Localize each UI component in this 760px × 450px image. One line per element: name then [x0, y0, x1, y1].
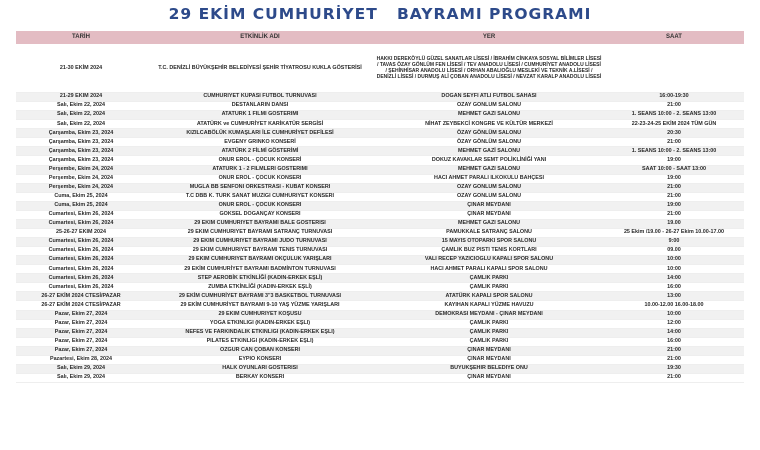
table-row [16, 129, 744, 138]
cell-tarih: Cumartesi, Ekim 26, 2024 [16, 219, 146, 228]
table-row [16, 265, 744, 274]
table-header [16, 31, 744, 44]
table-row [16, 93, 744, 102]
header-tarih: TARİH [16, 31, 146, 44]
cell-saat: 19.00 [604, 219, 744, 228]
cell-tarih: Cumartesi, Ekim 26, 2024 [16, 256, 146, 265]
cell-tarih: Pazar, Ekim 27, 2024 [16, 319, 146, 328]
table-row [16, 165, 744, 174]
cell-etkinlik: ONUR EROL - ÇOCUK KONSERİ [146, 156, 374, 165]
cell-etkinlik: BERKAY KONSERİ [146, 373, 374, 382]
table-row [16, 219, 744, 228]
cell-etkinlik: ATATÜRK 2 FİLMİ GÖSTERİMİ [146, 147, 374, 156]
table-row [16, 120, 744, 129]
cell-yer: ÖZAY GÖNLÜM SALONU [374, 129, 604, 138]
cell-yer: MEHMET GAZİ SALONU [374, 111, 604, 120]
table-row [16, 44, 744, 93]
cell-yer: VALİ RECEP YAZICIOĞLU KAPALI SPOR SALONU [374, 256, 604, 265]
cell-saat: 10:00 [604, 310, 744, 319]
cell-yer: ÖZAY GÖNLÜM SALONU [374, 192, 604, 201]
table-row [16, 102, 744, 111]
cell-yer: MEHMET GAZİ SALONU [374, 165, 604, 174]
cell-yer: ÇAMLIK PARKI [374, 283, 604, 292]
cell-yer: ÇINAR MEYDANI [374, 201, 604, 210]
cell-yer: ÇAMLIK PARKI [374, 328, 604, 337]
cell-yer: HAKKI DEREKÖYLÜ GÜZEL SANATLAR LİSESİ / İBRAHİM CİNKAYA SOSYAL BİLİMLER LİSESİ / TAVAS ÖZAY GÖNLÜM FEN LİSESİ / TEV ANADOLU LİSESİ / CUMHURİYET ANADOLU LİSESİ / ŞEHİNHİSAR ANADOLU LİSESİ / ORHAN ABALIOĞLU MESLEKİ VE TEKNİK A.LİSESİ / DENİZLİ LİSESİ / DURMUŞ ALİ ÇOBAN ANADOLU LİSESİ / NEVZAT KARALP ANADOLU LİSESİ [374, 44, 604, 93]
cell-tarih: Salı, Ekim 22, 2024 [16, 102, 146, 111]
cell-yer: ÇAMLIK PARKI [374, 337, 604, 346]
cell-etkinlik: 29 EKİM CUMHURİYET BAYRAMI 9-10 YAŞ YÜZME YARIŞLARI [146, 301, 374, 310]
cell-saat: 19:00 [604, 201, 744, 210]
cell-yer: DOĞAN SEYFİ ATLI FUTBOL SAHASI [374, 93, 604, 102]
cell-etkinlik: 29 EKİM CUMHURİYET KOŞUSU [146, 310, 374, 319]
cell-tarih: 26-27 EKİM 2024 CTESİ/PAZAR [16, 301, 146, 310]
table-row [16, 201, 744, 210]
cell-yer: 15 MAYIS OTOPARKI SPOR SALONU [374, 238, 604, 247]
table-row [16, 156, 744, 165]
cell-etkinlik: 29 EKİM CUMHURİYET BAYRAMI BALE GÖSTERİSİ [146, 219, 374, 228]
cell-yer: DEMOKRASİ MEYDANI - ÇINAR MEYDANI [374, 310, 604, 319]
cell-yer: HACI AHMET PARALI İLKOKULU BAHÇESİ [374, 174, 604, 183]
cell-etkinlik: 29 EKİM CUMHURİYET BAYRAMI OKÇULUK YARIŞLARI [146, 256, 374, 265]
cell-tarih: Cumartesi, Ekim 26, 2024 [16, 238, 146, 247]
cell-saat: 21:00 [604, 355, 744, 364]
cell-saat: SAAT 10:00 - SAAT 13:00 [604, 165, 744, 174]
cell-tarih: 21-29 EKİM 2024 [16, 93, 146, 102]
cell-etkinlik: 29 EKİM CUMHURİYET BAYRAMI TENİS TURNUVASI [146, 247, 374, 256]
cell-yer: MEHMET GAZİ SALONU [374, 219, 604, 228]
cell-tarih: 26-27 EKİM 2024 CTESİ/PAZAR [16, 292, 146, 301]
cell-etkinlik: NEFES VE FARKINDALIK ETKİNLİĞİ (KADIN-ERKEK EŞLİ) [146, 328, 374, 337]
cell-tarih: Pazartesi, Ekim 28, 2024 [16, 355, 146, 364]
cell-yer: DOKUZ KAVAKLAR SEMT POLİKLİNİĞİ YANI [374, 156, 604, 165]
table-row [16, 111, 744, 120]
table-row [16, 247, 744, 256]
cell-yer: ÇAMLIK BUZ PİSTİ TENİS KORTLARI [374, 247, 604, 256]
cell-saat: 16:00 [604, 283, 744, 292]
cell-yer: ÇINAR MEYDANI [374, 373, 604, 382]
cell-etkinlik: 29 EKİM CUMHURİYET BAYRAMI JUDO TURNUVASI [146, 238, 374, 247]
cell-tarih: Pazar, Ekim 27, 2024 [16, 328, 146, 337]
header-etkinlik: ETKİNLİK ADI [146, 31, 374, 44]
cell-tarih: Cuma, Ekim 25, 2024 [16, 201, 146, 210]
cell-saat: 19:00 [604, 174, 744, 183]
cell-tarih: Pazar, Ekim 27, 2024 [16, 337, 146, 346]
cell-tarih: 21-30 EKİM 2024 [16, 44, 146, 93]
cell-etkinlik: ZUMBA ETKİNLİĞİ (KADIN-ERKEK EŞLİ) [146, 283, 374, 292]
cell-saat: 20:30 [604, 129, 744, 138]
cell-etkinlik: MUĞLA BB SENFONİ ORKESTRASI - KUBAT KONSERİ [146, 183, 374, 192]
cell-etkinlik: ATATÜRK 1 - 2 FİLMLERİ GÖSTERİMİ [146, 165, 374, 174]
cell-saat: 14:00 [604, 274, 744, 283]
cell-etkinlik: 29 EKİM CUMHURİYET BAYRAMI BADMİNTON TURNUVASI [146, 265, 374, 274]
cell-tarih: Perşembe, Ekim 24, 2024 [16, 165, 146, 174]
cell-tarih: Pazar, Ekim 27, 2024 [16, 346, 146, 355]
cell-tarih: Cumartesi, Ekim 26, 2024 [16, 283, 146, 292]
cell-saat: 21:00 [604, 192, 744, 201]
table-row [16, 337, 744, 346]
table-row [16, 355, 744, 364]
cell-yer: MEHMET GAZİ SALONU [374, 147, 604, 156]
cell-etkinlik: PİLATES ETKİNLİĞİ (KADIN-ERKEK EŞLİ) [146, 337, 374, 346]
cell-etkinlik: EYPİO KONSERİ [146, 355, 374, 364]
cell-tarih: Çarşamba, Ekim 23, 2024 [16, 156, 146, 165]
cell-yer: ÇINAR MEYDANI [374, 355, 604, 364]
cell-tarih: Cumartesi, Ekim 26, 2024 [16, 247, 146, 256]
table-row [16, 364, 744, 373]
table-row [16, 210, 744, 219]
cell-saat: 21:00 [604, 373, 744, 382]
cell-etkinlik: ATATÜRK 1 FİLMİ GÖSTERİMİ [146, 111, 374, 120]
cell-etkinlik: DESTANLARIN DANSI [146, 102, 374, 111]
cell-tarih: Salı, Ekim 29, 2024 [16, 364, 146, 373]
cell-tarih: Cumartesi, Ekim 26, 2024 [16, 274, 146, 283]
cell-tarih: Cumartesi, Ekim 26, 2024 [16, 265, 146, 274]
table-row [16, 301, 744, 310]
table-row [16, 310, 744, 319]
table-row [16, 256, 744, 265]
table-row [16, 147, 744, 156]
cell-saat: 21:00 [604, 210, 744, 219]
cell-tarih: Çarşamba, Ekim 23, 2024 [16, 147, 146, 156]
cell-etkinlik: KIZILCABÖLÜK KUMAŞLARI İLE CUMHURİYET DEFİLESİ [146, 129, 374, 138]
cell-saat: 19:30 [604, 364, 744, 373]
cell-saat: 1. SEANS 10:00 - 2. SEANS 13:00 [604, 147, 744, 156]
cell-tarih: Perşembe, Ekim 24, 2024 [16, 183, 146, 192]
cell-etkinlik: YOGA ETKİNLİĞİ (KADIN-ERKEK EŞLİ) [146, 319, 374, 328]
table-row [16, 319, 744, 328]
cell-yer: ÇINAR MEYDANI [374, 346, 604, 355]
cell-tarih: Çarşamba, Ekim 23, 2024 [16, 138, 146, 147]
cell-etkinlik: T.C. DENİZLİ BÜYÜKŞEHİR BELEDİYESİ ŞEHİR TİYATROSU KUKLA GÖSTERİSİ [146, 44, 374, 93]
cell-tarih: 25-26-27 EKİM 2024 [16, 228, 146, 237]
cell-saat: 10:00 [604, 265, 744, 274]
table-row [16, 346, 744, 355]
table-body [16, 44, 744, 383]
cell-etkinlik: ONUR EROL - ÇOCUK KONSERİ [146, 201, 374, 210]
cell-saat: 09.00 [604, 247, 744, 256]
cell-etkinlik: 29 EKİM CUMHURİYET BAYRAMI SATRANÇ TURNUVASI [146, 228, 374, 237]
cell-yer: NİHAT ZEYBEKCİ KONGRE VE KÜLTÜR MERKEZİ [374, 120, 604, 129]
cell-etkinlik: STEP AEROBİK ETKİNLİĞİ (KADIN-ERKEK EŞLİ) [146, 274, 374, 283]
table-row [16, 373, 744, 382]
table-row [16, 238, 744, 247]
cell-saat: 16:00 [604, 337, 744, 346]
cell-yer: PAMUKKALE SATRANÇ SALONU [374, 228, 604, 237]
cell-etkinlik: T.C DBB K. TÜRK SANAT MÜZİĞİ CUMHURİYET KONSERİ [146, 192, 374, 201]
cell-etkinlik: CUMHURİYET KUPASI FUTBOL TURNUVASI [146, 93, 374, 102]
cell-saat: 22-23-24-25 EKİM 2024 TÜM GÜN [604, 120, 744, 129]
header-saat: SAAT [604, 31, 744, 44]
cell-saat [604, 44, 744, 93]
cell-yer: ÖZAY GÖNLÜM SALONU [374, 183, 604, 192]
table-row [16, 174, 744, 183]
table-row [16, 192, 744, 201]
cell-tarih: Çarşamba, Ekim 23, 2024 [16, 129, 146, 138]
cell-etkinlik: EVGENY GRINKO KONSERİ [146, 138, 374, 147]
header-yer: YER [374, 31, 604, 44]
cell-etkinlik: ATATÜRK ve CUMHURİYET KARİKATÜR SERGİSİ [146, 120, 374, 129]
cell-tarih: Perşembe, Ekim 24, 2024 [16, 174, 146, 183]
cell-tarih: Salı, Ekim 22, 2024 [16, 111, 146, 120]
program-table [16, 31, 744, 383]
cell-saat: 13:00 [604, 292, 744, 301]
table-row [16, 228, 744, 237]
table-row [16, 328, 744, 337]
cell-tarih: Cuma, Ekim 25, 2024 [16, 192, 146, 201]
table-row [16, 283, 744, 292]
table-row [16, 183, 744, 192]
cell-saat: 16:00-19:30 [604, 93, 744, 102]
table-row [16, 274, 744, 283]
table-row [16, 292, 744, 301]
page-title: 29 EKİM CUMHURİYET BAYRAMI PROGRAMI [168, 5, 592, 23]
cell-saat: 21:00 [604, 102, 744, 111]
cell-saat: 21:00 [604, 346, 744, 355]
cell-saat: 12:00 [604, 319, 744, 328]
cell-etkinlik: ONUR EROL - ÇOCUK KONSERİ [146, 174, 374, 183]
cell-etkinlik: ÖZGÜR CAN ÇOBAN KONSERİ [146, 346, 374, 355]
cell-yer: ATATÜRK KAPALI SPOR SALONU [374, 292, 604, 301]
cell-tarih: Salı, Ekim 29, 2024 [16, 373, 146, 382]
cell-etkinlik: GÖKSEL DOĞANÇAY KONSERİ [146, 210, 374, 219]
cell-yer: ÇAMLIK PARKI [374, 274, 604, 283]
cell-tarih: Pazar, Ekim 27, 2024 [16, 310, 146, 319]
cell-yer: HACI AHMET PARALI KAPALI SPOR SALONU [374, 265, 604, 274]
table-row [16, 138, 744, 147]
cell-etkinlik: 29 EKİM CUMHURİYET BAYRAMI 3"3 BASKETBOL TURNUVASI [146, 292, 374, 301]
cell-tarih: Salı, Ekim 22, 2024 [16, 120, 146, 129]
cell-yer: BÜYÜKŞEHİR BELEDİYE ÖNÜ [374, 364, 604, 373]
cell-yer: ÖZAY GÖNLÜM SALONU [374, 138, 604, 147]
cell-yer: ÖZAY GÖNLÜM SALONU [374, 102, 604, 111]
cell-yer: ÇINAR MEYDANI [374, 210, 604, 219]
cell-saat: 10.00-12.00 16.00-18.00 [604, 301, 744, 310]
cell-saat: 14:00 [604, 328, 744, 337]
cell-yer: ÇAMLIK PARKI [374, 319, 604, 328]
cell-saat: 19:00 [604, 156, 744, 165]
header-row [16, 31, 744, 44]
cell-saat: 10:00 [604, 256, 744, 265]
cell-saat: 21:00 [604, 183, 744, 192]
cell-saat: 1. SEANS 10:00 - 2. SEANS 13:00 [604, 111, 744, 120]
cell-etkinlik: HALK OYUNLARI GÖSTERİSİ [146, 364, 374, 373]
cell-saat: 25 Ekim /19.00 - 26-27 Ekim 10.00-17.00 [604, 228, 744, 237]
cell-saat: 9:00 [604, 238, 744, 247]
cell-yer: KAYIHAN KAPALI YÜZME HAVUZU [374, 301, 604, 310]
cell-saat: 21:00 [604, 138, 744, 147]
cell-tarih: Cumartesi, Ekim 26, 2024 [16, 210, 146, 219]
